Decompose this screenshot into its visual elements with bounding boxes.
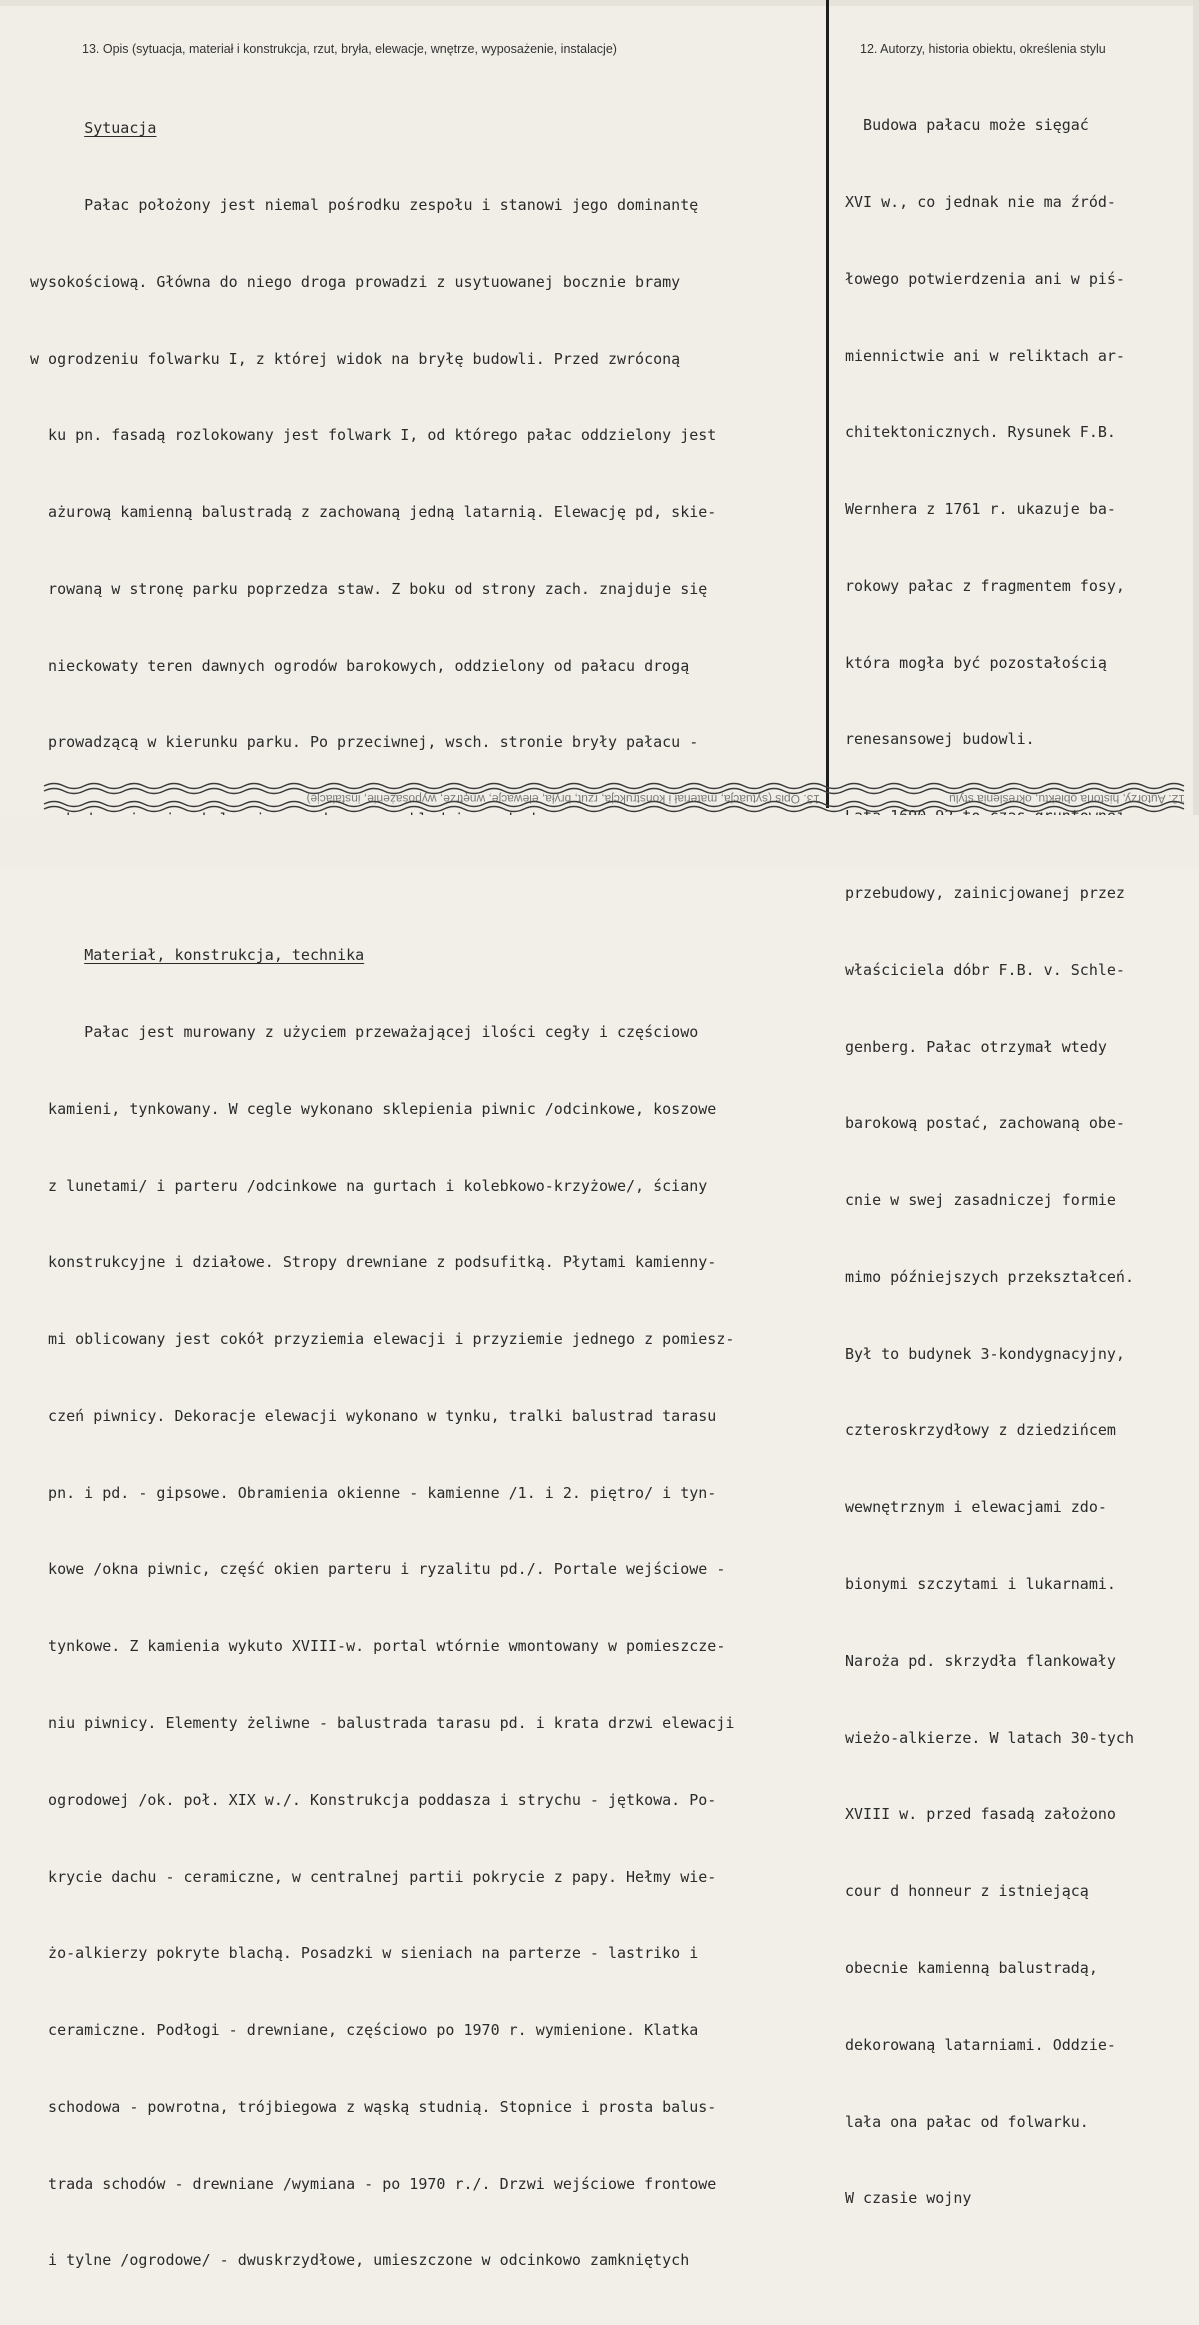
text-line: ceramiczne. Podłogi - drewniane, częściowo po 1970 r. wymienione. Klatka <box>30 2021 699 2040</box>
text-line: renesansowej budowli. <box>845 730 1035 749</box>
text-line: w ogrodzeniu folwarku I, z której widok na bryłę budowli. Przed zwróconą <box>30 349 681 368</box>
description-column <box>30 65 830 2325</box>
bottom-strip <box>0 815 1199 868</box>
text-line: chitektonicznych. Rysunek F.B. <box>845 423 1116 442</box>
section-12-header: 12. Autorzy, historia obiektu, określenia stylu <box>860 42 1106 56</box>
subheading-text: Sytuacja <box>84 119 157 138</box>
text-line: pn. i pd. - gipsowe. Obramienia okienne - kamienne /1. i 2. piętro/ i tyn- <box>30 1483 717 1502</box>
text-line: kowe /okna piwnic, część okien parteru i ryzalitu pd./. Portale wejściowe - <box>30 1560 726 1579</box>
paragraph-gap <box>30 884 830 892</box>
text-line: bionymi szczytami i lukarnami. <box>845 1575 1116 1594</box>
text-line: właściciela dóbr F.B. v. Schle- <box>845 960 1125 979</box>
text-line: tynkowe. Z kamienia wykuto XVIII-w. portal wtórnie wmontowany w pomieszcze- <box>30 1637 726 1656</box>
text-line: ku pn. fasadą rozlokowany jest folwark I, od którego pałac oddzielony jest <box>30 426 717 445</box>
text-line: mimo późniejszych przekształceń. <box>845 1267 1134 1286</box>
text-line: kamieni, tynkowany. W cegle wykonano sklepienia piwnic /odcinkowe, koszowe <box>30 1099 717 1118</box>
subheading-sytuacja <box>30 116 830 142</box>
text-line: wieżo-alkierze. W latach 30-tych <box>845 1728 1134 1747</box>
text-line: i tylne /ogrodowe/ - dwuskrzydłowe, umieszczone w odcinkowo zamkniętych <box>30 2251 690 2270</box>
text-line: obecnie kamienną balustradą, <box>845 1958 1098 1977</box>
text-line: żo-alkierzy pokryte blachą. Posadzki w sieniach na parterze - lastriko i <box>30 1944 699 1963</box>
text-line: Pałac jest murowany z użyciem przeważającej ilości cegły i częściowo <box>30 1022 699 1041</box>
text-line: genberg. Pałac otrzymał wtedy <box>845 1037 1107 1056</box>
text-line: mi oblicowany jest cokół przyziemia elewacji i przyziemie jednego z pomiesz- <box>30 1330 735 1349</box>
text-line: lała ona pałac od folwarku. <box>845 2112 1089 2131</box>
text-line: ażurową kamienną balustradą z zachowaną jedną latarnią. Elewację pd, skie- <box>30 503 717 522</box>
text-line: przebudowy, zainicjowanej przez <box>845 884 1125 902</box>
text-line: krycie dachu - ceramiczne, w centralnej partii pokrycie z papy. Hełmy wie- <box>30 1867 717 1886</box>
text-line: czteroskrzydłowy z dziedzińcem <box>845 1421 1116 1440</box>
text-line: barokową postać, zachowaną obe- <box>845 1114 1125 1133</box>
right-edge <box>1193 0 1199 868</box>
text-line: dekorowaną latarniami. Oddzie- <box>845 2035 1116 2054</box>
text-line: która mogła być pozostałością <box>845 653 1107 672</box>
text-line: W czasie wojny <box>845 2189 972 2208</box>
text-line: trada schodów - drewniane /wymiana - po 1970 r./. Drzwi wejściowe frontowe <box>30 2174 717 2193</box>
text-line: miennictwie ani w reliktach ar- <box>845 346 1125 365</box>
text-line: cour d honneur z istniejącą <box>845 1882 1089 1901</box>
history-column <box>845 62 1190 2263</box>
text-line: rokowy pałac z fragmentem fosy, <box>845 576 1125 595</box>
text-line: z lunetami/ i parteru /odcinkowe na gurtach i kolebkowo-krzyżowe/, ściany <box>30 1176 708 1195</box>
text-line: Pałac położony jest niemal pośrodku zespołu i stanowi jego dominantę <box>30 195 699 214</box>
text-line: rowaną w stronę parku poprzedza staw. Z boku od strony zach. znajduje się <box>30 579 708 598</box>
text-line: cnie w swej zasadniczej formie <box>845 1191 1116 1210</box>
text-line: czeń piwnicy. Dekoracje elewacji wykonano w tynku, tralki balustrad tarasu <box>30 1406 717 1425</box>
text-line: Budowa pałacu może sięgać <box>845 116 1089 135</box>
text-line: ogrodowej /ok. poł. XIX w./. Konstrukcja poddasza i strychu - jętkowa. Po- <box>30 1790 717 1809</box>
text-line: wysokościową. Główna do niego droga prowadzi z usytuowanej bocznie bramy <box>30 272 681 291</box>
text-line: łowego potwierdzenia ani w piś- <box>845 269 1125 288</box>
text-line: wewnętrznym i elewacjami zdo- <box>845 1498 1107 1517</box>
text-line: nieckowaty teren dawnych ogrodów barokowych, oddzielony od pałacu drogą <box>30 656 690 675</box>
section-13-header: 13. Opis (sytuacja, materiał i konstrukcja, rzut, bryła, elewacje, wnętrze, wyposażenie, instalacje) <box>82 42 617 56</box>
text-line: XVIII w. przed fasadą założono <box>845 1805 1116 1824</box>
text-line: Był to budynek 3-kondygnacyjny, <box>845 1344 1125 1363</box>
text-line: konstrukcyjne i działowe. Stropy drewniane z podsufitką. Płytami kamienny- <box>30 1253 717 1272</box>
text-line: Wernhera z 1761 r. ukazuje ba- <box>845 500 1116 519</box>
text-line: schodowa - powrotna, trójbiegowa z wąską studnią. Stopnice i prosta balus- <box>30 2097 717 2116</box>
top-edge <box>0 0 1199 6</box>
subheading-text: Materiał, konstrukcja, technika <box>84 946 365 965</box>
text-line: prowadzącą w kierunku parku. Po przeciwnej, wsch. stronie bryły pałacu - <box>30 733 699 752</box>
text-line: Naroża pd. skrzydła flankowały <box>845 1651 1116 1670</box>
subheading-material <box>30 943 830 969</box>
text-line: niu piwnicy. Elementy żeliwne - balustrada tarasu pd. i krata drzwi elewacji <box>30 1714 735 1732</box>
mirrored-header-12: 12. Autorzy, historia obiektu, określenia stylu <box>949 792 1185 806</box>
text-line: XVI w., co jednak nie ma źród- <box>845 192 1116 211</box>
mirrored-header-13: 13. Opis (sytuacja, materiał i konstrukcja, rzut, bryła, elewacje, wnętrze, wyposażenie, instalacje) <box>306 792 820 806</box>
